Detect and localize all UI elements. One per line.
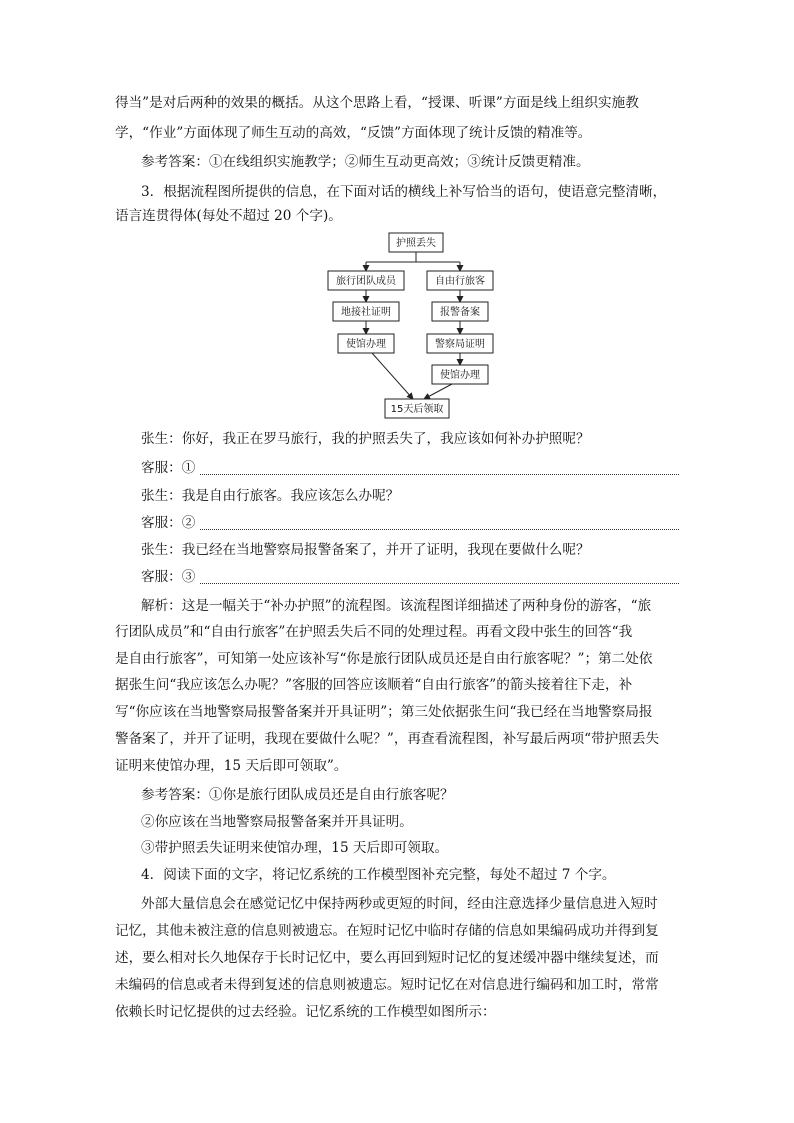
flow-node-agency-proof: [333, 302, 399, 321]
dialogue-line: 张生：我已经在当地警察局报警备案了，并开了证明，我现在要做什么呢？: [141, 542, 590, 558]
answer-line: ②你应该在当地警察局报警备案并开具证明。: [141, 814, 413, 830]
passage-line: 外部大量信息会在感觉记忆中保持两秒或更短的时间，经由注意选择少量信息进入短时: [141, 896, 658, 912]
flow-node-end: [385, 399, 449, 418]
dialogue-answer-1: 客服：①: [141, 460, 196, 476]
passage-line: 未编码的信息或者未得到复述的信息则被遗忘。短时记忆在对信息进行编码和加工时，常常: [115, 977, 659, 993]
flow-node-embassy-right: [432, 365, 488, 384]
svg-text:使馆办理: 使馆办理: [346, 339, 386, 350]
flow-node-police-report: [432, 302, 488, 321]
answer-line: ③带护照丢失证明来使馆办理，15 天后即可领取。: [141, 840, 449, 856]
answer-blank-2: [200, 529, 679, 530]
flow-node-free-traveler: [427, 271, 493, 290]
answer-blank-1: [200, 474, 679, 475]
analysis-line: 警备案了，并开了证明，我现在要做什么呢？”，再查看流程图，补写最后两项“带护照丢失: [115, 731, 660, 747]
svg-text:使馆办理: 使馆办理: [440, 370, 480, 381]
passage-line: 记忆，其他未被注意的信息则被遗忘。在短时记忆中临时存储的信息如果编码成功并得到复: [115, 923, 659, 939]
analysis-line: 写“你应该在当地警察局报警备案并开具证明”；第三处依据张生问“我已经在当地警察局报: [115, 704, 653, 720]
svg-text:旅行团队成员: 旅行团队成员: [336, 276, 396, 287]
svg-text:护照丢失: 护照丢失: [396, 238, 436, 249]
text-line: 语言连贯得体(每处不超过 20 个字)。: [115, 208, 342, 224]
analysis-line: 据张生问“我应该怎么办呢？”客服的回答应该顺着“自由行旅客”的箭头接着往下走，补: [115, 677, 633, 693]
flow-node-embassy-left: [338, 334, 394, 353]
passage-line: 依赖长时记忆提供的过去经验。记忆系统的工作模型如图所示：: [115, 1004, 496, 1020]
svg-text:自由行旅客: 自由行旅客: [435, 276, 485, 287]
dialogue-line: 张生：你好，我正在罗马旅行，我的护照丢失了，我应该如何补办护照呢？: [141, 431, 590, 447]
flow-node-police-proof: [427, 334, 493, 353]
analysis-line: 行团队成员”和“自由行旅客”在护照丢失后不同的处理过程。再看文段中张生的回答“我: [115, 624, 633, 640]
answer-blank-3: [200, 583, 679, 584]
svg-text:报警备案: 报警备案: [440, 307, 480, 318]
reference-answer: 参考答案：①在线组织实施教学；②师生互动更高效；③统计反馈更精准。: [141, 154, 590, 170]
svg-text:警察局证明: 警察局证明: [435, 339, 485, 350]
flowchart: [0, 0, 794, 440]
analysis-line: 证明来使馆办理，15 天后即可领取”。: [115, 758, 348, 774]
dialogue-answer-3: 客服：③: [141, 569, 196, 585]
flow-node-group-member: [328, 271, 404, 290]
svg-text:地接社证明: 地接社证明: [341, 307, 391, 318]
svg-text:15天后领取: 15天后领取: [390, 404, 444, 415]
reference-answer: 参考答案：①你是旅行团队成员还是自由行旅客呢？: [141, 787, 454, 803]
passage-line: 述，要么相对长久地保存于长时记忆中，要么再回到短时记忆的复述缓冲器中继续复述，而: [115, 950, 659, 966]
dialogue-line: 张生：我是自由行旅客。我应该怎么办呢？: [141, 488, 400, 504]
analysis-line: 解析：这是一幅关于“补办护照”的流程图。该流程图详细描述了两种身份的游客，“旅: [141, 598, 652, 614]
question-4: 4．阅读下面的文字，将记忆系统的工作模型图补充完整，每处不超过 7 个字。: [141, 867, 616, 883]
analysis-line: 是自由行旅客”，可知第一处应该补写“你是旅行团队成员还是自由行旅客呢？”；第二处依: [115, 651, 653, 667]
text-line: 学，“作业”方面体现了师生互动的高效，“反馈”方面体现了统计反馈的精准等。: [115, 125, 592, 141]
text-line: 得当”是对后两种的效果的概括。从这个思路上看，“授课、听课”方面是线上组织实施教: [115, 95, 639, 111]
dialogue-answer-2: 客服：②: [141, 515, 196, 531]
question-3: 3．根据流程图所提供的信息，在下面对话的横线上补写恰当的语句，使语意完整清晰，: [141, 184, 667, 200]
flow-node-root: [389, 233, 443, 252]
